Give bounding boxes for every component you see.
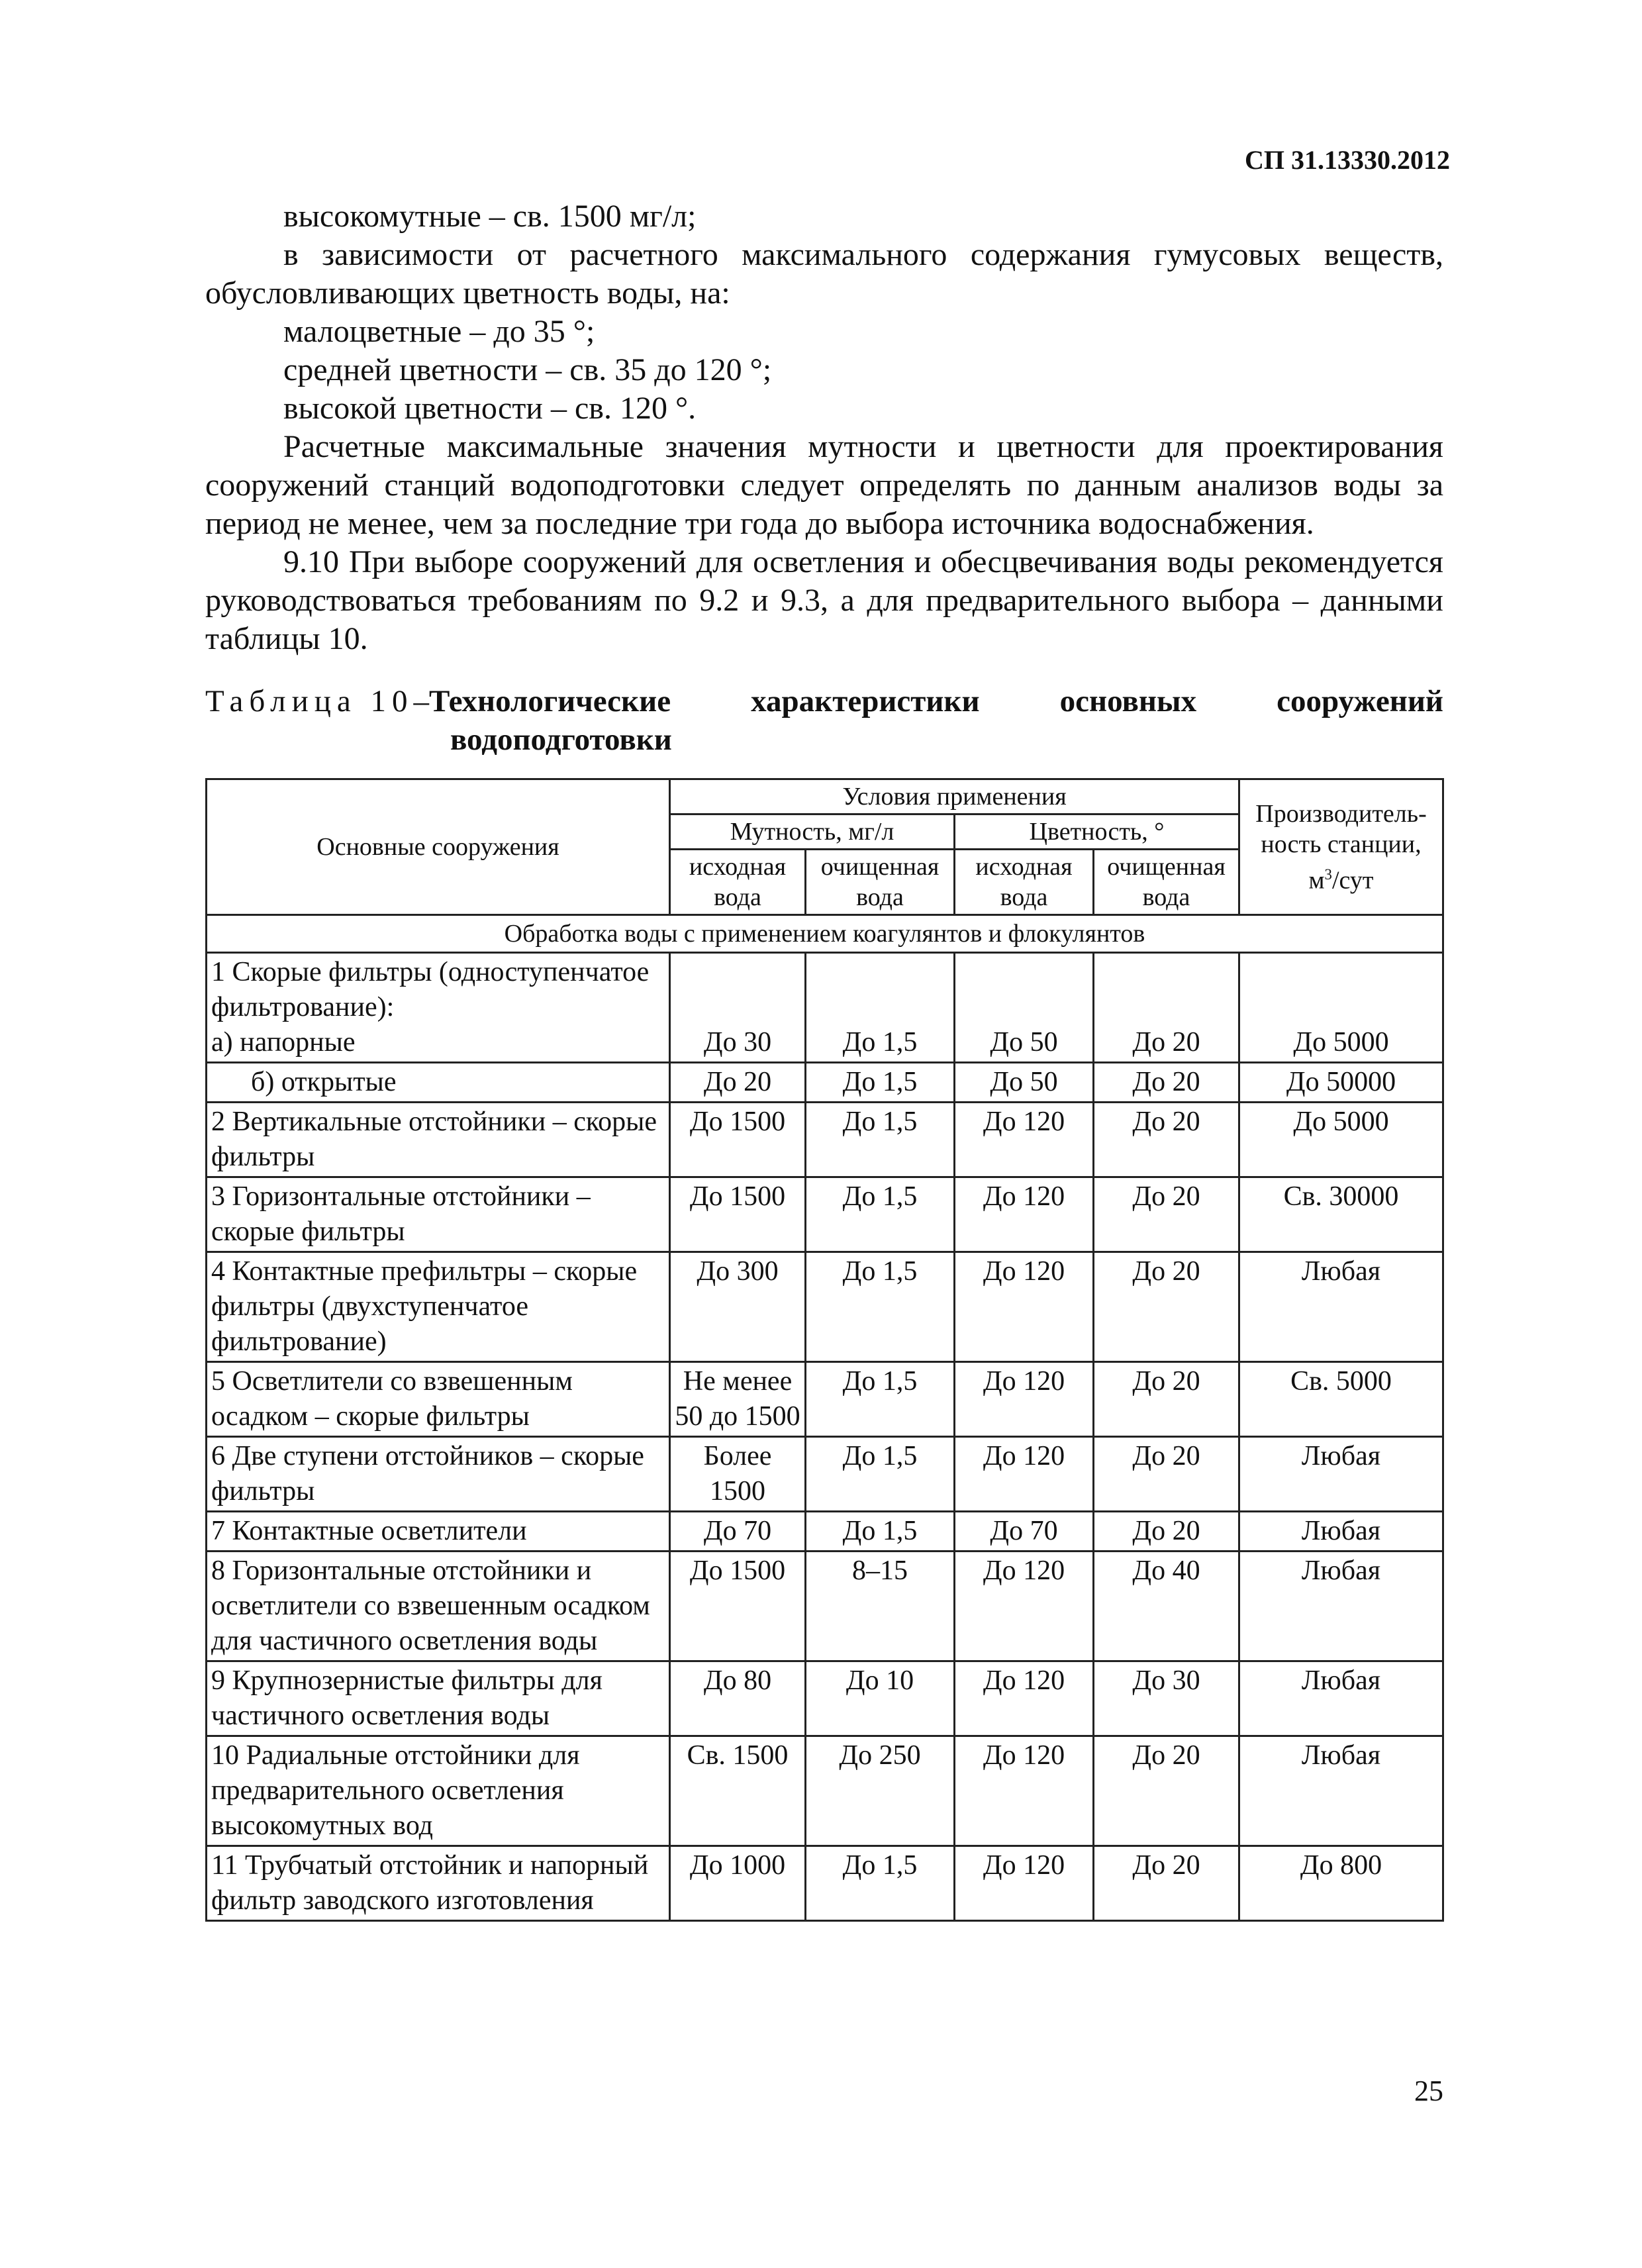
- color-source-value: До 120: [955, 1846, 1094, 1921]
- capacity-value: Любая: [1239, 1252, 1443, 1362]
- color-treated-value: До 20: [1094, 1063, 1239, 1103]
- table-caption: [205, 682, 1443, 759]
- color-treated-value: До 20: [1094, 1736, 1239, 1846]
- turbidity-source-value: До 1000: [670, 1846, 806, 1921]
- header-turbidity: Мутность, мг/л: [670, 814, 955, 850]
- structures-table: [205, 778, 1444, 1922]
- capacity-value: Любая: [1239, 1512, 1443, 1552]
- color-source-value: До 120: [955, 1437, 1094, 1512]
- color-source-value: До 50: [955, 1063, 1094, 1103]
- capacity-value: До 5000: [1239, 953, 1443, 1063]
- turbidity-source-value: До 1500: [670, 1177, 806, 1252]
- turbidity-treated-value: 8–15: [806, 1552, 955, 1661]
- color-source-value: До 120: [955, 1661, 1094, 1736]
- capacity-value: До 5000: [1239, 1103, 1443, 1177]
- turbidity-treated-value: До 1,5: [806, 953, 955, 1063]
- color-source-value: До 120: [955, 1252, 1094, 1362]
- turbidity-treated-value: До 1,5: [806, 1252, 955, 1362]
- header-color: Цветность, °: [955, 814, 1239, 850]
- turbidity-treated-value: До 1,5: [806, 1846, 955, 1921]
- table-row: [207, 1103, 1443, 1177]
- capacity-value: Св. 5000: [1239, 1362, 1443, 1437]
- intro-line: в зависимости от расчетного максимального содержания гумусовых веществ, обусловливающих цветность воды, на:: [205, 237, 1443, 311]
- table-row: [207, 1362, 1443, 1437]
- turbidity-source-value: До 300: [670, 1252, 806, 1362]
- capacity-value: Любая: [1239, 1736, 1443, 1846]
- caption-word: основных: [1059, 684, 1197, 718]
- color-treated-value: До 30: [1094, 1661, 1239, 1736]
- turbidity-source-value: До 80: [670, 1661, 806, 1736]
- turbidity-source-value: До 1500: [670, 1103, 806, 1177]
- header-capacity-unit: /сут: [1331, 866, 1374, 895]
- intro-text: [205, 197, 1443, 658]
- caption-word: Технологические: [429, 684, 671, 718]
- structure-name: б) открытые: [207, 1063, 670, 1103]
- header-color-treated: очищенная вода: [1094, 850, 1239, 915]
- header-color-source: исходная вода: [955, 850, 1094, 915]
- color-treated-value: До 20: [1094, 1103, 1239, 1177]
- page-number: 25: [1414, 2075, 1443, 2107]
- color-source-value: До 120: [955, 1362, 1094, 1437]
- section-row: [207, 915, 1443, 953]
- caption-word: характеристики: [751, 684, 980, 718]
- capacity-value: Любая: [1239, 1437, 1443, 1512]
- color-treated-value: До 20: [1094, 1846, 1239, 1921]
- color-treated-value: До 20: [1094, 1512, 1239, 1552]
- turbidity-source-value: Не менее 50 до 1500: [670, 1362, 806, 1437]
- capacity-value: Любая: [1239, 1661, 1443, 1736]
- caption-dash: –: [413, 684, 430, 718]
- structure-name: 11 Трубчатый отстойник и напорный фильтр заводского изготовления: [207, 1846, 670, 1921]
- structure-name: 10 Радиальные отстойники для предварительного осветления высокомутных вод: [207, 1736, 670, 1846]
- capacity-value: До 800: [1239, 1846, 1443, 1921]
- color-source-value: До 70: [955, 1512, 1094, 1552]
- color-source-value: До 50: [955, 953, 1094, 1063]
- turbidity-treated-value: До 1,5: [806, 1063, 955, 1103]
- table-row: [207, 1736, 1443, 1846]
- structure-name: 4 Контактные префильтры – скорые фильтры (двухступенчатое фильтрование): [207, 1252, 670, 1362]
- turbidity-source-value: Более 1500: [670, 1437, 806, 1512]
- intro-paragraph: Расчетные максимальные значения мутности и цветности для проектирования сооружений станций водоподготовки следует определять по данным анализов воды за период не менее, чем за последние три года до выбора источника водоснабжения.: [205, 429, 1443, 541]
- color-treated-value: До 20: [1094, 953, 1239, 1063]
- caption-label: Таблица 10: [205, 684, 414, 718]
- header-structures: Основные сооружения: [207, 779, 670, 915]
- table-row: [207, 953, 1443, 1063]
- caption-line2: водоподготовки: [450, 722, 672, 757]
- table-row: [207, 1177, 1443, 1252]
- intro-paragraph: 9.10 При выборе сооружений для осветления и обесцвечивания воды рекомендуется руководствоваться требованиям по 9.2 и 9.3, а для предварительного выбора – данными таблицы 10.: [205, 544, 1443, 656]
- color-source-value: До 120: [955, 1552, 1094, 1661]
- table-row: [207, 1512, 1443, 1552]
- turbidity-treated-value: До 1,5: [806, 1362, 955, 1437]
- color-source-value: До 120: [955, 1736, 1094, 1846]
- structure-name: 9 Крупнозернистые фильтры для частичного осветления воды: [207, 1661, 670, 1736]
- color-treated-value: До 20: [1094, 1177, 1239, 1252]
- table-row: [207, 1063, 1443, 1103]
- header-capacity-sup: 3: [1324, 865, 1332, 883]
- caption-word: сооружений: [1277, 684, 1443, 718]
- intro-line: средней цветности – св. 35 до 120 °;: [283, 352, 772, 387]
- structure-name: 7 Контактные осветлители: [207, 1512, 670, 1552]
- color-treated-value: До 20: [1094, 1437, 1239, 1512]
- structure-name: 8 Горизонтальные отстойники и осветлители со взвешенным осадком для частичного осветления воды: [207, 1552, 670, 1661]
- turbidity-source-value: До 20: [670, 1063, 806, 1103]
- turbidity-source-value: До 70: [670, 1512, 806, 1552]
- table-row: [207, 1252, 1443, 1362]
- intro-line: высокомутные – св. 1500 мг/л;: [283, 199, 697, 234]
- header-turbidity-source: исходная вода: [670, 850, 806, 915]
- structure-name: 2 Вертикальные отстойники – скорые фильтры: [207, 1103, 670, 1177]
- turbidity-treated-value: До 1,5: [806, 1103, 955, 1177]
- table-row: [207, 1846, 1443, 1921]
- color-treated-value: До 20: [1094, 1252, 1239, 1362]
- turbidity-treated-value: До 10: [806, 1661, 955, 1736]
- header-turbidity-treated: очищенная вода: [806, 850, 955, 915]
- color-source-value: До 120: [955, 1103, 1094, 1177]
- turbidity-treated-value: До 250: [806, 1736, 955, 1846]
- color-treated-value: До 40: [1094, 1552, 1239, 1661]
- turbidity-treated-value: До 1,5: [806, 1512, 955, 1552]
- table-row: [207, 1437, 1443, 1512]
- turbidity-source-value: До 30: [670, 953, 806, 1063]
- turbidity-treated-value: До 1,5: [806, 1177, 955, 1252]
- section-title: Обработка воды с применением коагулянтов и флокулянтов: [207, 915, 1443, 953]
- turbidity-treated-value: До 1,5: [806, 1437, 955, 1512]
- table-body: [207, 915, 1443, 1921]
- color-source-value: До 120: [955, 1177, 1094, 1252]
- table-row: [207, 1661, 1443, 1736]
- header-capacity-text: Производительность станции, м: [1255, 799, 1427, 895]
- structure-name: 6 Две ступени отстойников – скорые фильтры: [207, 1437, 670, 1512]
- structure-name: 5 Осветлители со взвешенным осадком – скорые фильтры: [207, 1362, 670, 1437]
- color-treated-value: До 20: [1094, 1362, 1239, 1437]
- document-code: СП 31.13330.2012: [1245, 145, 1450, 175]
- intro-line: высокой цветности – св. 120 °.: [283, 391, 697, 426]
- header-capacity: [1239, 779, 1443, 915]
- structure-name: 1 Скорые фильтры (одноступенчатое фильтрование): а) напорные: [207, 953, 670, 1063]
- structure-name: 3 Горизонтальные отстойники – скорые фильтры: [207, 1177, 670, 1252]
- capacity-value: До 50000: [1239, 1063, 1443, 1103]
- header-conditions: Условия применения: [670, 779, 1239, 814]
- capacity-value: Св. 30000: [1239, 1177, 1443, 1252]
- turbidity-source-value: До 1500: [670, 1552, 806, 1661]
- capacity-value: Любая: [1239, 1552, 1443, 1661]
- intro-line: малоцветные – до 35 °;: [283, 314, 595, 349]
- table-row: [207, 1552, 1443, 1661]
- turbidity-source-value: Св. 1500: [670, 1736, 806, 1846]
